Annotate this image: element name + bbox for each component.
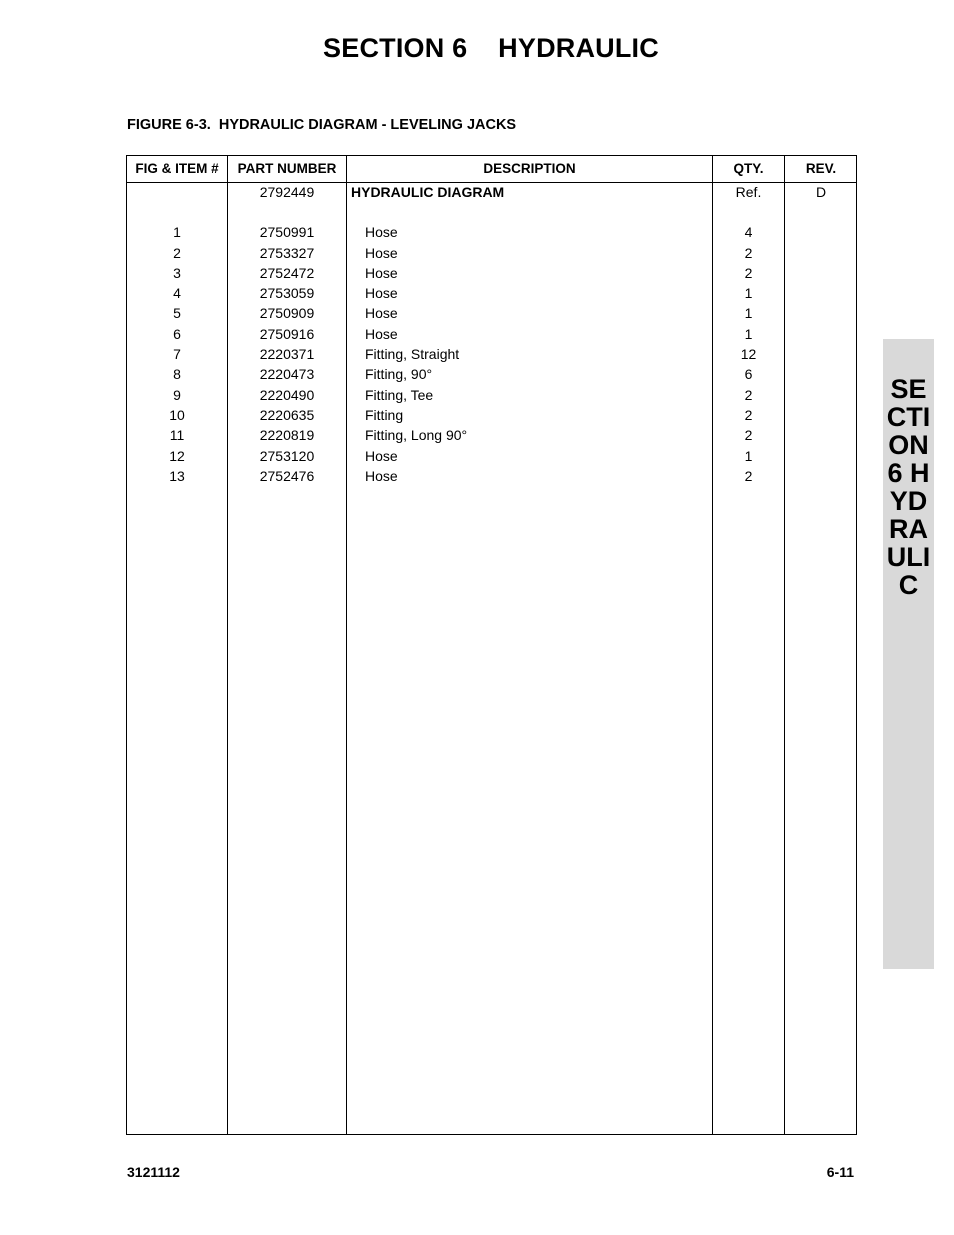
- part-number-cell: 2792449: [259, 184, 315, 200]
- part-number-cell: 2220473: [259, 366, 315, 383]
- description-cell: HYDRAULIC DIAGRAM: [351, 184, 505, 200]
- table-row: [127, 386, 856, 406]
- fig-item-cell: 9: [173, 386, 181, 403]
- table-row: [127, 325, 856, 345]
- item-rows: [127, 223, 856, 487]
- figure-title: FIGURE 6-3. HYDRAULIC DIAGRAM - LEVELING JACKS: [127, 117, 517, 133]
- fig-item-cell: 11: [169, 427, 185, 444]
- header-part-number: PART NUMBER: [237, 161, 337, 176]
- qty-cell: 1: [744, 447, 753, 464]
- footer-page-number: 6-11: [826, 1164, 854, 1180]
- table-row: [127, 304, 856, 324]
- table-row: [127, 365, 856, 385]
- section-side-tab: [883, 339, 937, 969]
- part-number-cell: 2753059: [259, 285, 315, 302]
- qty-cell: Ref.: [735, 184, 762, 200]
- description-cell: Hose: [365, 325, 398, 342]
- description-cell: Fitting, 90°: [365, 366, 433, 383]
- table-row: [127, 406, 856, 426]
- table-row: [127, 244, 856, 264]
- description-cell: Hose: [365, 467, 398, 484]
- qty-cell: 2: [744, 264, 753, 281]
- qty-cell: 1: [744, 285, 753, 302]
- qty-cell: 1: [744, 305, 753, 322]
- qty-cell: 2: [744, 406, 753, 423]
- description-cell: Hose: [365, 244, 398, 261]
- rev-cell: D: [815, 184, 827, 200]
- part-number-cell: 2750909: [259, 305, 315, 322]
- table-row: [127, 426, 856, 446]
- qty-cell: 1: [744, 325, 753, 342]
- fig-item-cell: 3: [173, 264, 181, 281]
- qty-cell: 6: [744, 366, 753, 383]
- description-cell: Hose: [365, 305, 398, 322]
- description-cell: Fitting, Straight: [365, 346, 460, 363]
- part-number-cell: 2750991: [259, 224, 315, 241]
- qty-cell: 2: [744, 467, 753, 484]
- footer-doc-number: 3121112: [127, 1164, 180, 1180]
- header-qty: QTY.: [733, 161, 764, 176]
- table-row: [127, 447, 856, 467]
- table-row: [127, 264, 856, 284]
- qty-cell: 2: [744, 427, 753, 444]
- fig-item-cell: 7: [173, 346, 181, 363]
- header-rev: REV.: [805, 161, 837, 176]
- table-row: [127, 223, 856, 243]
- qty-cell: 2: [744, 386, 753, 403]
- qty-cell: 12: [740, 346, 757, 363]
- header-description: DESCRIPTION: [483, 161, 576, 176]
- part-number-cell: 2750916: [259, 325, 315, 342]
- section-title: SECTION 6 HYDRAULIC: [323, 33, 659, 63]
- fig-item-cell: 8: [173, 366, 181, 383]
- part-number-cell: 2220490: [259, 386, 315, 403]
- description-cell: Hose: [365, 264, 398, 281]
- part-number-cell: 2753120: [259, 447, 315, 464]
- table-spacer: [127, 203, 856, 223]
- table-body: [127, 183, 856, 487]
- part-number-cell: 2220635: [259, 406, 315, 423]
- fig-item-cell: 6: [173, 325, 181, 342]
- part-number-cell: 2220819: [259, 427, 315, 444]
- part-number-cell: 2220371: [259, 346, 315, 363]
- description-cell: Hose: [365, 224, 398, 241]
- header-fig-item: FIG & ITEM #: [135, 161, 219, 176]
- table-row: [127, 345, 856, 365]
- table-row: [127, 467, 856, 487]
- qty-cell: 2: [744, 244, 753, 261]
- part-number-cell: 2753327: [259, 244, 315, 261]
- description-cell: Fitting, Tee: [365, 386, 434, 403]
- part-number-cell: 2752472: [259, 264, 315, 281]
- description-cell: Hose: [365, 285, 398, 302]
- qty-cell: 4: [744, 224, 753, 241]
- fig-item-cell: 13: [169, 467, 185, 484]
- fig-item-cell: 4: [173, 285, 181, 302]
- parts-table: [126, 155, 857, 1135]
- description-cell: Fitting: [365, 406, 404, 423]
- table-row: [127, 284, 856, 304]
- description-cell: Hose: [365, 447, 398, 464]
- fig-item-cell: 12: [169, 447, 185, 464]
- part-number-cell: 2752476: [259, 467, 315, 484]
- description-cell: Fitting, Long 90°: [365, 427, 468, 444]
- table-row-main: [127, 183, 856, 203]
- fig-item-cell: 2: [173, 244, 181, 261]
- fig-item-cell: 1: [173, 224, 181, 241]
- fig-item-cell: 10: [169, 406, 185, 423]
- side-tab-label: SECTION 6 HYDRAULIC: [886, 374, 937, 600]
- fig-item-cell: 5: [173, 305, 181, 322]
